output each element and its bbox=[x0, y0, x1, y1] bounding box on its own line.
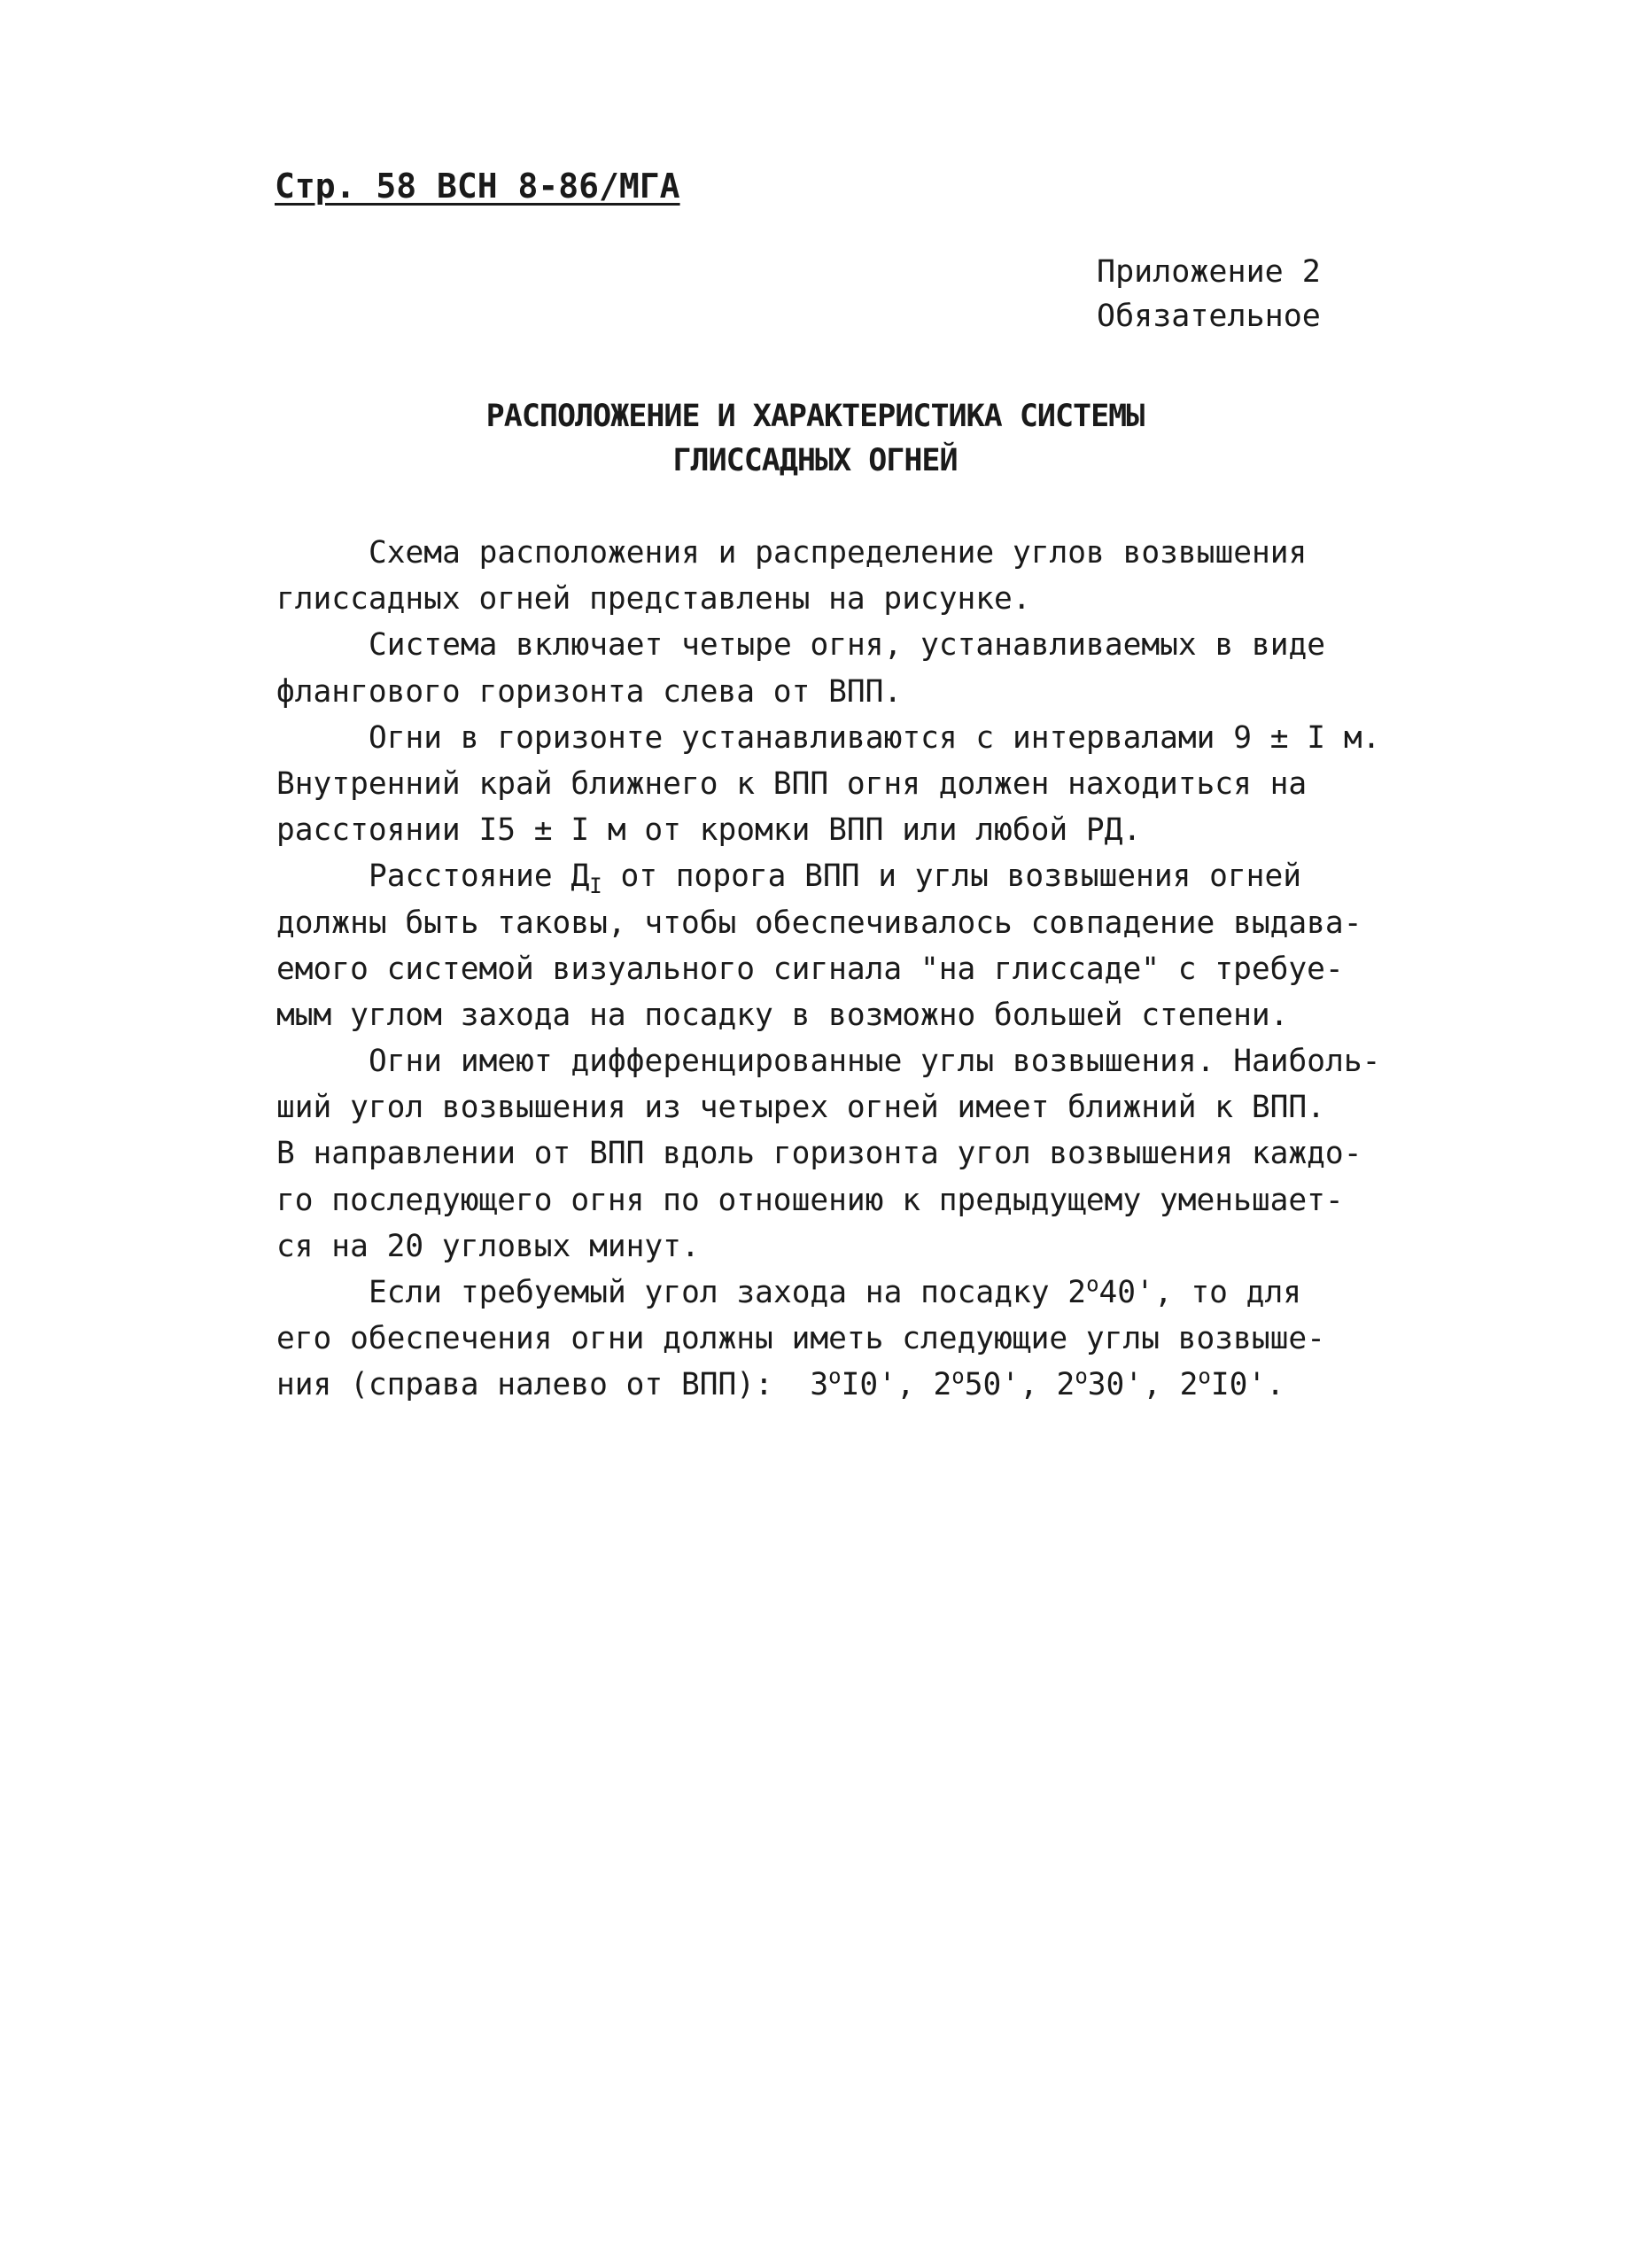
document-title bbox=[0, 394, 1630, 483]
body-line-text: 40', то для bbox=[1098, 1275, 1301, 1310]
body-line-with-superscript bbox=[276, 1270, 1366, 1316]
body-line-text: Если требуемый угол захода на посадку 2 bbox=[369, 1275, 1087, 1310]
body-line-angles bbox=[276, 1362, 1366, 1408]
angle-degrees: 3 bbox=[810, 1367, 829, 1403]
degree-symbol: о bbox=[1075, 1363, 1088, 1389]
title-line-1: РАСПОЛОЖЕНИЕ И ХАРАКТЕРИСТИКА СИСТЕМЫ bbox=[485, 399, 1145, 434]
body-line: Огни в горизонте устанавливаются с интервалами 9 ± I м. bbox=[369, 719, 1381, 756]
appendix-number: Приложение 2 bbox=[1097, 254, 1321, 290]
body-line: его обеспечения огни должны иметь следующие углы возвыше- bbox=[276, 1321, 1325, 1357]
angle-separator: . bbox=[1266, 1367, 1285, 1403]
title-line-2: ГЛИССАДНЫХ ОГНЕЙ bbox=[672, 443, 958, 478]
appendix-label bbox=[1097, 250, 1321, 338]
body-line: глиссадных огней представлены на рисунке. bbox=[276, 581, 1031, 617]
body-line-text: от порога ВПП и углы возвышения огней bbox=[602, 858, 1301, 895]
degree-symbol: о bbox=[1198, 1363, 1211, 1389]
angle-minutes: 30' bbox=[1087, 1367, 1144, 1403]
body-text bbox=[276, 530, 1381, 1409]
body-line: мым углом захода на посадку в возможно большей степени. bbox=[276, 997, 1289, 1033]
body-line: Система включает четыре огня, устанавливаемых в виде bbox=[369, 627, 1326, 664]
body-line-with-subscript bbox=[276, 853, 1366, 899]
body-line: В направлении от ВПП вдоль горизонта угол возвышения каждо- bbox=[276, 1136, 1362, 1172]
degree-symbol: о bbox=[828, 1363, 842, 1389]
angle-minutes: 50' bbox=[964, 1367, 1020, 1403]
angle-degrees: 2 bbox=[933, 1367, 952, 1403]
degree-symbol: о bbox=[951, 1363, 965, 1389]
angle-separator: , bbox=[1143, 1367, 1180, 1403]
angle-minutes: I0' bbox=[1210, 1367, 1267, 1403]
page-reference: Стр. 58 ВСН 8-86/МГА bbox=[275, 167, 680, 206]
angles-list bbox=[810, 1363, 1285, 1403]
angle-degrees: 2 bbox=[1179, 1367, 1199, 1403]
appendix-status: Обязательное bbox=[1097, 299, 1321, 334]
body-line-text: Расстояние Д bbox=[369, 858, 590, 895]
body-line: ший угол возвышения из четырех огней имеет ближний к ВПП. bbox=[276, 1090, 1325, 1126]
body-line: должны быть таковы, чтобы обеспечивалось совпадение выдава- bbox=[276, 905, 1362, 941]
body-line: ся на 20 угловых минут. bbox=[276, 1228, 700, 1264]
body-line: го последующего огня по отношению к предыдущему уменьшает- bbox=[276, 1182, 1344, 1218]
body-line: емого системой визуального сигнала "на глиссаде" с требуе- bbox=[276, 951, 1344, 987]
body-line: Огни имеют дифференцированные углы возвышения. Наиболь- bbox=[369, 1044, 1381, 1080]
body-line: расстоянии I5 ± I м от кромки ВПП или любой РД. bbox=[276, 812, 1142, 849]
angle-minutes: I0' bbox=[841, 1367, 896, 1403]
body-line: флангового горизонта слева от ВПП. bbox=[276, 673, 903, 710]
angle-separator: , bbox=[896, 1367, 934, 1403]
degree-symbol: о bbox=[1086, 1271, 1099, 1297]
angle-separator: , bbox=[1020, 1367, 1057, 1403]
body-line: Внутренний край ближнего к ВПП огня должен находиться на bbox=[276, 765, 1308, 802]
distance-subscript: I bbox=[589, 874, 602, 899]
body-line: Схема расположения и распределение углов возвышения bbox=[369, 535, 1308, 571]
body-line-text: ния (справа налево от ВПП): bbox=[276, 1367, 773, 1403]
angle-degrees: 2 bbox=[1056, 1367, 1075, 1403]
